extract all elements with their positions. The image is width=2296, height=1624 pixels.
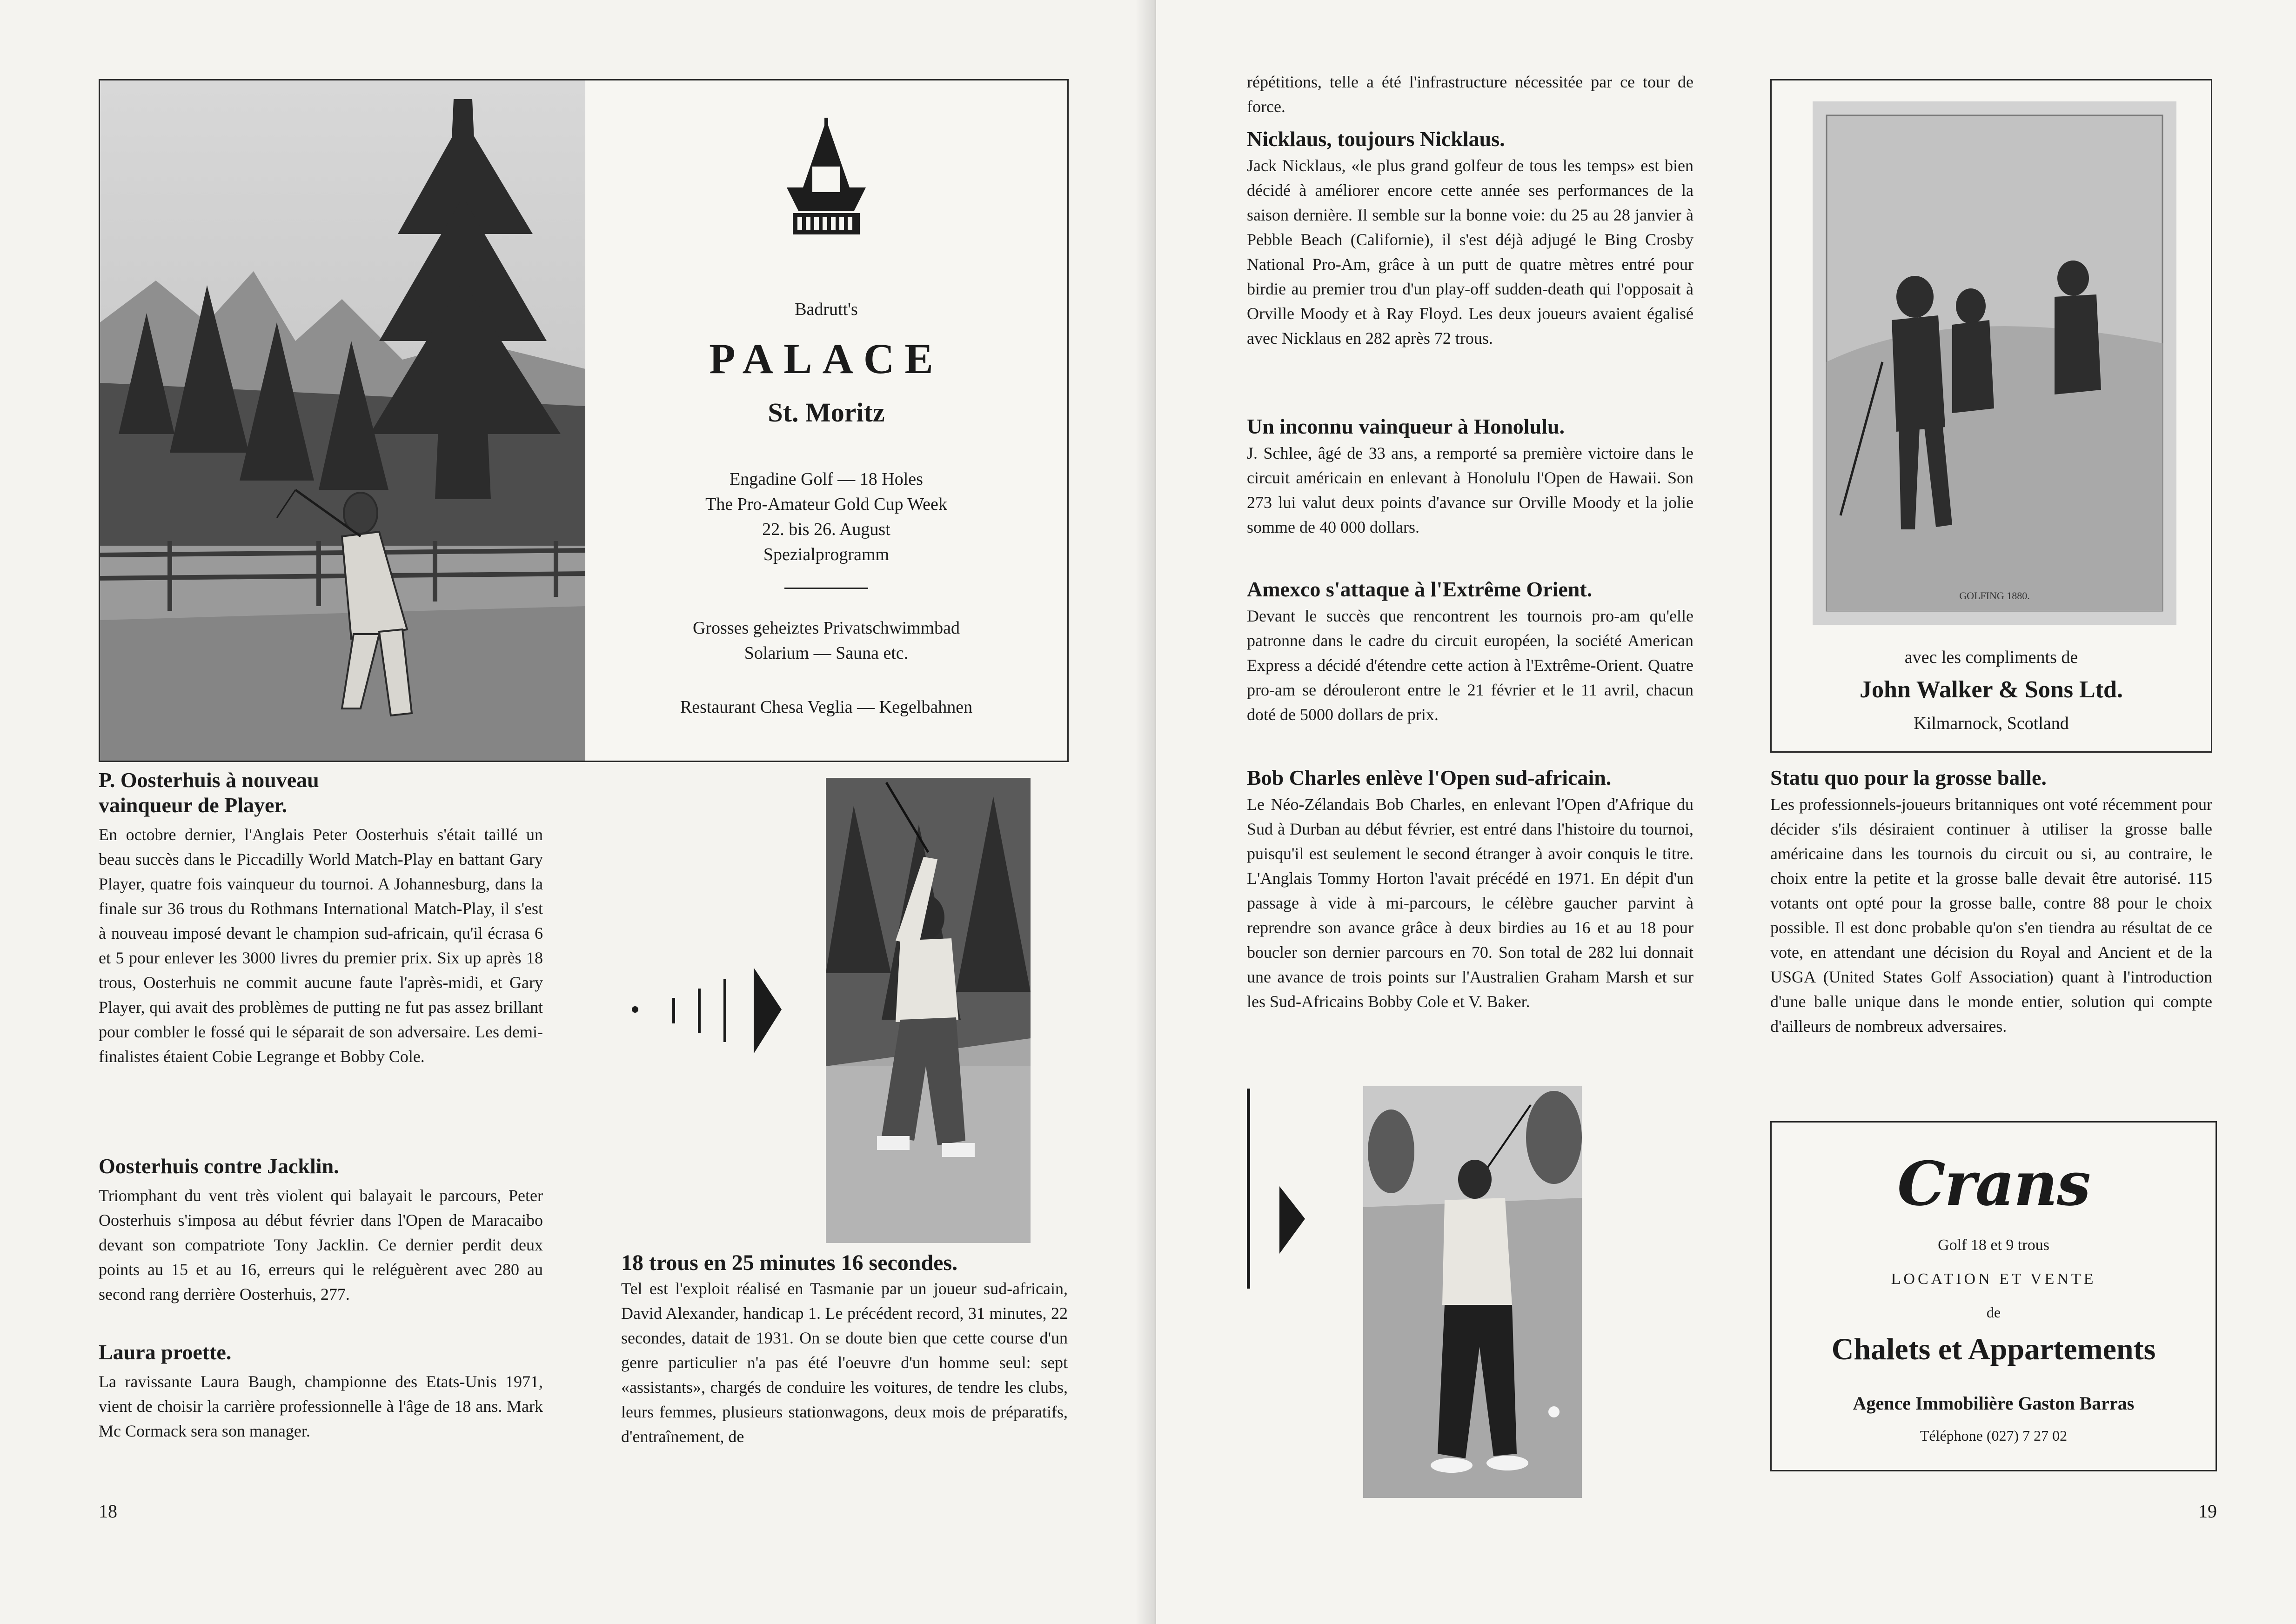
- article-title: Amexco s'attaque à l'Extrême Orient.: [1247, 577, 1593, 601]
- article-paragraph: Tel est l'exploit réalisé en Tasmanie par un joueur sud-africain, David Alexander, handicap 1. Le précédent record, 31 minutes, 22 secondes, datait de 1931. On se doute bien que cette course d'un genre particulier n'a pas été l'oeuvre d'un homme seul: sept «assistants», chargés de conduire les voitures, de tendre les clubs, leurs femmes, plusieurs stationwagons, deux mois de préparatifs, d'entraînement, de: [621, 1279, 1068, 1446]
- right-page: [1156, 0, 2296, 1624]
- palace-advertisement: [99, 79, 1069, 762]
- article-nicklaus: [1247, 127, 1694, 351]
- golfer-mountain-photo: [100, 80, 585, 761]
- article-bob-charles: [1247, 765, 1694, 1014]
- article-body: [99, 1370, 543, 1444]
- article-paragraph: Les professionnels-joueurs britanniques ont voté récemment pour décider s'ils désiraient continuer à utiliser la grosse balle américaine dans les tournois du circuit ou si, au contraire, le choix entre la petite et la grosse balle devait être autorisé. 115 votants ont opté pour la grosse balle, contre 88 pour le choix possible. Il est donc probable qu'on s'en tiendra au résultat de ce vote, en attendant une décision du Royal and Ancient et de la USGA (United States Golf Association) quant à l'introduction d'une balle unique dans le monde entier, solution qui compte d'ailleurs de nombreux adversaires.: [1770, 795, 2212, 1036]
- article-body: [1770, 792, 2212, 1039]
- article-title: Un inconnu vainqueur à Honolulu.: [1247, 414, 1565, 438]
- article-title: Bob Charles enlève l'Open sud-africain.: [1247, 766, 1612, 789]
- article-body: [1247, 604, 1694, 727]
- golfing-etching: [1813, 101, 2176, 625]
- article-amexco: [1247, 577, 1694, 727]
- amenities-lines: [585, 615, 1067, 666]
- golfing-etching-illustration: [1813, 101, 2176, 625]
- john-walker-advertisement: [1770, 79, 2212, 753]
- phone-line: Téléphone (027) 7 27 02: [1920, 1427, 2068, 1444]
- article-grosse-balle: [1770, 765, 2212, 1039]
- amenity-line: Solarium — Sauna etc.: [744, 643, 909, 663]
- article-paragraph: Devant le succès que rencontrent les tournois pro-am qu'elle patronne dans le cadre du circuit européen, la société American Express a décidé d'étendre cette action à l'Extrême-Orient. Quatre pro-am se dérouleront entre le 21 février et le 11 avril, chacun doté de 5000 dollars de prix.: [1247, 607, 1694, 724]
- etching-caption: GOLFING 1880.: [1959, 590, 2030, 601]
- event-lines: [585, 467, 1067, 567]
- article-body: [1247, 154, 1694, 351]
- golfer-address-photo: [1363, 1086, 1582, 1498]
- event-line: Spezialprogramm: [763, 545, 890, 564]
- brand-name: PALACE: [709, 335, 944, 382]
- divider-rule: [784, 588, 868, 589]
- article-paragraph: Jack Nicklaus, «le plus grand golfeur de tous les temps» est bien décidé à améliorer encore cette année ses performances de la saison dernière. Il semble sur la bonne voie: du 25 au 28 janvier à Pebble Beach (Californie), il s'est déjà adjugé le Bing Crosby National Pro-Am, grâce à un putt de quatre mètres entré pour birdie au premier trou d'un play-off sudden-death qui l'opposait à Orville Moody et à Ray Floyd. Les deux joueurs avaient égalisé avec Nicklaus en 282 après 72 trous.: [1247, 156, 1694, 348]
- article-oosterhuis-jacklin: [99, 1154, 543, 1307]
- hotel-tower-logo-icon: [784, 118, 868, 243]
- restaurant-line: Restaurant Chesa Veglia — Kegelbahnen: [680, 697, 973, 717]
- article-paragraph: Le Néo-Zélandais Bob Charles, en enlevant l'Open d'Afrique du Sud à Durban au début février, est entré dans l'histoire du tournoi, puisqu'il est seulement le second étranger à avoir conquis le titre. L'Anglais Tommy Horton l'avait précédé en 1971. En dépit d'un passage à vide à mi-parcours, le célèbre gaucher parvint à reprendre son avance grâce à deux birdies au 16 et au 18 pour boucler son dernier parcours en 70. Son total de 282 lui donnait une avance de trois points sur l'Australien Graham Marsh et sur les Sud-Africains Bobby Cole et V. Baker.: [1247, 795, 1694, 1011]
- golf-line: Golf 18 et 9 trous: [1938, 1236, 2049, 1254]
- arrow-marker-icon: [1247, 1089, 1307, 1293]
- article-body: [621, 1276, 1068, 1449]
- article-laura-proette: [99, 1340, 543, 1444]
- golfer-swing-photo: [826, 778, 1031, 1243]
- brand-small: Badrutt's: [795, 300, 858, 319]
- article-title: P. Oosterhuis à nouveau vainqueur de Player.: [99, 768, 319, 817]
- arrow-marker-icon: [628, 968, 786, 1061]
- amenity-line: Grosses geheiztes Privatschwimmbad: [692, 618, 960, 638]
- article-body: [1247, 441, 1694, 540]
- location-line: LOCATION ET VENTE: [1891, 1270, 2096, 1288]
- company-city: Kilmarnock, Scotland: [1914, 714, 2069, 733]
- article-title: Laura proette.: [99, 1340, 232, 1364]
- event-line: Engadine Golf — 18 Holes: [730, 469, 923, 489]
- article-body: [99, 1183, 543, 1307]
- page-number-right: 19: [2198, 1501, 2217, 1522]
- brand-location: St. Moritz: [768, 397, 885, 428]
- article-paragraph: répétitions, telle a été l'infrastructure nécessitée par ce tour de force.: [1247, 73, 1694, 116]
- compliments-line: avec les compliments de: [1904, 648, 2078, 667]
- article-paragraph: J. Schlee, âgé de 33 ans, a remporté sa première victoire dans le circuit américain en enlevant à Honolulu l'Open de Hawaii. Son 273 lui valut deux points d'avance sur Orville Moody et la jolie somme de 40 000 dollars.: [1247, 444, 1694, 536]
- article-oosterhuis-player: [99, 768, 543, 1069]
- golfer-mountain-illustration: [100, 80, 585, 761]
- article-paragraph: Triomphant du vent très violent qui balayait le parcours, Peter Oosterhuis s'imposa au début février dans l'Open de Maracaibo devant son compatriote Tony Jacklin. Ce dernier perdit deux points au 15 et au 16, erreurs qui le reléguèrent avec 280 au second rang derrière Oosterhuis, 277.: [99, 1186, 543, 1303]
- article-body: [1247, 792, 1694, 1014]
- de-line: de: [1986, 1304, 2001, 1321]
- article-honolulu: [1247, 414, 1694, 540]
- crans-advertisement: [1770, 1121, 2217, 1471]
- event-line: The Pro-Amateur Gold Cup Week: [705, 495, 947, 514]
- agency-line: Agence Immobilière Gaston Barras: [1853, 1393, 2135, 1414]
- page-number-left: 18: [99, 1501, 117, 1522]
- article-paragraph: En octobre dernier, l'Anglais Peter Oosterhuis s'était taillé un beau succès dans le Piccadilly World Match-Play en battant Gary Player, quatre fois vainqueur du tournoi. A Johannesburg, dans la finale sur 36 trous du Rothmans International Match-Play, il s'est à nouveau imposé devant le champion sud-africain, qu'il écrasa 6 et 5 pour enlever les 3000 livres du premier prix. Six up après 18 trous, Oosterhuis ne commit aucune faute l'après-midi, et Gary Player, qui avait des problèmes de putting ne fut pas assez brillant pour combler le fossé qui le séparait de son adversaire. Les demi-finalistes étaient Cobie Legrange et Bobby Cole.: [99, 825, 543, 1066]
- article-title: Nicklaus, toujours Nicklaus.: [1247, 127, 1505, 151]
- company-name: John Walker & Sons Ltd.: [1860, 676, 2123, 703]
- article-18-trous: [621, 1250, 1068, 1449]
- headline: Chalets et Appartements: [1831, 1332, 2156, 1366]
- continuation-text: [1247, 70, 1694, 119]
- article-title: 18 trous en 25 minutes 16 secondes.: [621, 1250, 958, 1275]
- article-title: Oosterhuis contre Jacklin.: [99, 1154, 339, 1178]
- palace-ad-text: [585, 80, 1067, 761]
- article-body: [99, 822, 543, 1069]
- crans-logo: Crans: [1897, 1148, 2090, 1219]
- golfer-swing-illustration: [826, 778, 1031, 1243]
- article-paragraph: La ravissante Laura Baugh, championne des Etats-Unis 1971, vient de choisir la carrière professionnelle à l'âge de 18 ans. Mark Mc Cormack sera son manager.: [99, 1372, 543, 1440]
- article-title: Statu quo pour la grosse balle.: [1770, 766, 2047, 789]
- event-line: 22. bis 26. August: [762, 520, 890, 539]
- golfer-address-illustration: [1363, 1086, 1582, 1498]
